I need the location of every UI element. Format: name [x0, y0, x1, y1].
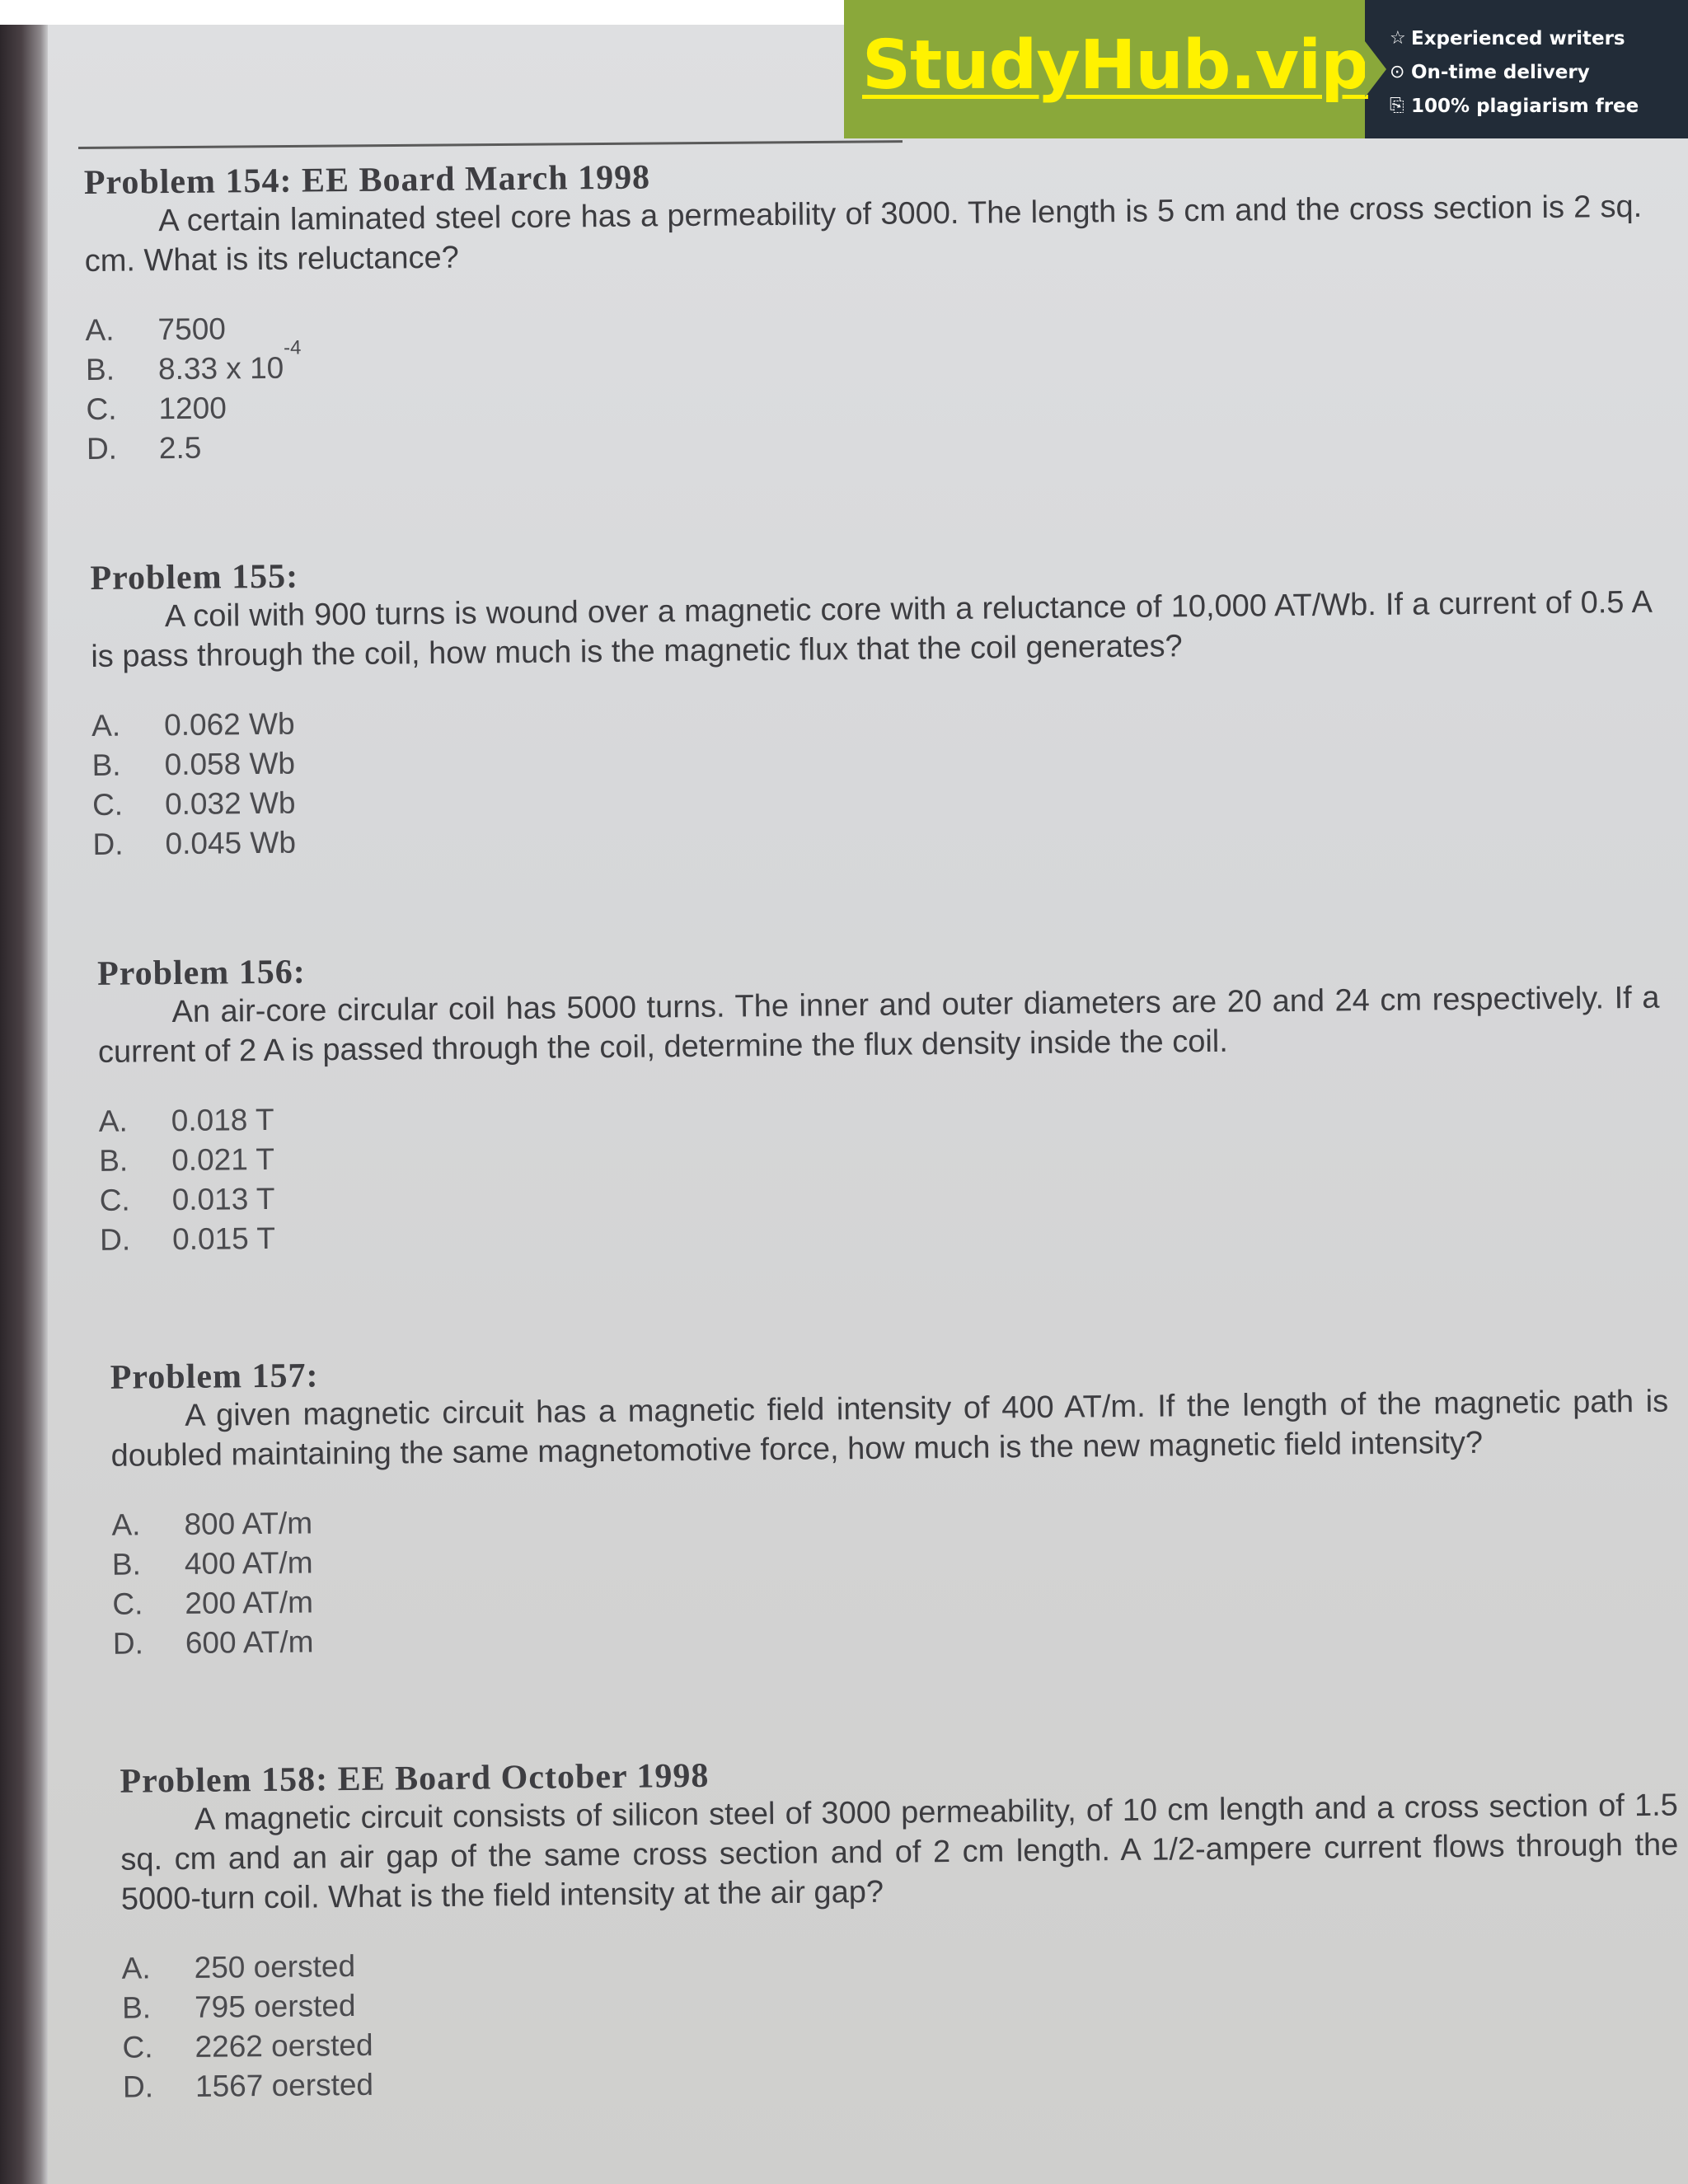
choice-letter: D. — [86, 431, 118, 466]
problem-question: A given magnetic circuit has a magnetic field intensity of 400 AT/m. If the length of the magnetic path is doubled maintaining the same magnetomotive force, how much is the new magnetic field intensity? — [110, 1384, 1669, 1474]
choice-letter: D. — [92, 827, 124, 861]
choice-letter: B. — [121, 1990, 152, 2025]
choice-text: 2.5 — [158, 430, 202, 466]
problem-158 — [120, 1748, 1681, 2107]
choice-text: 2262 oersted — [195, 2027, 373, 2064]
header-rule — [78, 140, 903, 149]
problem-question: An air-core circular coil has 5000 turns. The inner and outer diameters are 20 and 24 cm respectively. If a current of 2 A is passed through the coil, determine the flux density inside the coil. — [97, 980, 1660, 1070]
feature-label: On-time delivery — [1411, 61, 1590, 83]
choice-text: 800 AT/m — [184, 1506, 313, 1541]
choice-text: 200 AT/m — [185, 1585, 314, 1620]
problem-heading: Problem 154: EE Board March 1998 — [83, 158, 651, 203]
choice-text: 0.032 Wb — [164, 785, 296, 822]
problem-154 — [84, 149, 1644, 469]
answer-choices — [111, 1491, 1671, 1664]
choice-text: 0.013 T — [171, 1181, 275, 1217]
choice-text: 600 AT/m — [185, 1624, 314, 1660]
choice-letter: B. — [85, 352, 115, 387]
choice-letter: D. — [122, 2069, 154, 2104]
choice-letter: C. — [91, 787, 124, 822]
problem-156 — [97, 940, 1662, 1260]
feature-label: Experienced writers — [1411, 27, 1625, 49]
choice-text: 0.018 T — [171, 1102, 274, 1138]
studyhub-banner[interactable] — [844, 0, 1688, 138]
choice-text: 7500 — [157, 312, 227, 347]
scanned-page — [0, 25, 1688, 2184]
problem-question: A magnetic circuit consists of silicon steel of 3000 permeability, of 10 cm length and a cross section of 1.5 sq. cm and an air gap of the same cross section and of 2 cm length. A 1/2-ampere current flows through the 5000-turn coil. What is the field intensity at the air gap? — [120, 1788, 1679, 1917]
choice-letter: A. — [111, 1507, 141, 1542]
choice-text: 1200 — [158, 391, 227, 426]
choice-letter: A. — [121, 1951, 151, 1985]
choice-letter: B. — [99, 1143, 129, 1178]
choice-text: 400 AT/m — [184, 1545, 313, 1581]
choice-text: 0.015 T — [171, 1221, 276, 1257]
choice-text: 8.33 x 10 — [157, 350, 284, 387]
feature-list — [1365, 0, 1688, 138]
problem-157 — [110, 1344, 1671, 1664]
choice-letter: D. — [112, 1626, 144, 1661]
choice-text: 0.045 Wb — [165, 825, 297, 861]
choice-text: 0.062 Wb — [163, 706, 295, 743]
answer-choices — [121, 1934, 1681, 2107]
banner-arrow — [1365, 41, 1386, 97]
choice-exponent: -4 — [283, 336, 302, 359]
choice-letter: C. — [112, 1586, 143, 1621]
star-icon: ☆ — [1390, 28, 1406, 49]
choice-letter: A. — [85, 312, 115, 348]
feature-on-time-delivery — [1390, 55, 1688, 89]
answer-choices — [99, 1087, 1662, 1260]
choice-letter: C. — [99, 1183, 130, 1217]
choice-letter: A. — [98, 1104, 128, 1138]
clock-icon: ⊙ — [1390, 62, 1405, 82]
choice-letter: A. — [91, 708, 121, 743]
brand-logo-text[interactable]: StudyHub.vip — [862, 26, 1368, 105]
choice-text: 1567 oersted — [195, 2067, 374, 2103]
problem-question: A coil with 900 turns is wound over a magnetic core with a reluctance of 10,000 AT/Wb. If a current of 0.5 A is pass through the coil, how much is the magnetic flux that the coil generates? — [91, 584, 1653, 674]
choice-letter: C. — [86, 391, 117, 427]
copy-check-icon: ⎘ — [1390, 96, 1404, 116]
choice-text: 795 oersted — [194, 1988, 356, 2024]
problem-heading: Problem 157: — [110, 1357, 319, 1397]
choice-letter: B. — [91, 748, 121, 782]
brand-panel[interactable] — [844, 0, 1368, 138]
answer-choices — [85, 296, 1644, 469]
feature-plagiarism-free — [1390, 89, 1688, 123]
choice-text: 250 oersted — [194, 1948, 356, 1985]
choice-text: 0.021 T — [171, 1141, 275, 1178]
feature-label: 100% plagiarism free — [1411, 95, 1639, 117]
choice-letter: B. — [111, 1547, 142, 1582]
problem-heading: Problem 156: — [96, 953, 306, 993]
problem-heading: Problem 155: — [90, 557, 299, 598]
problem-155 — [90, 545, 1654, 865]
answer-choices — [91, 691, 1655, 865]
feature-experienced-writers — [1390, 21, 1688, 55]
book-spine-shadow — [0, 25, 48, 2184]
choice-text: 0.058 Wb — [164, 746, 296, 782]
problem-heading: Problem 158: EE Board October 1998 — [120, 1756, 710, 1801]
choice-letter: C. — [122, 2030, 153, 2064]
choice-letter: D. — [99, 1222, 131, 1257]
problem-question: A certain laminated steel core has a permeability of 3000. The length is 5 cm and the cross section is 2 sq. cm. What is its reluctance? — [84, 189, 1643, 279]
